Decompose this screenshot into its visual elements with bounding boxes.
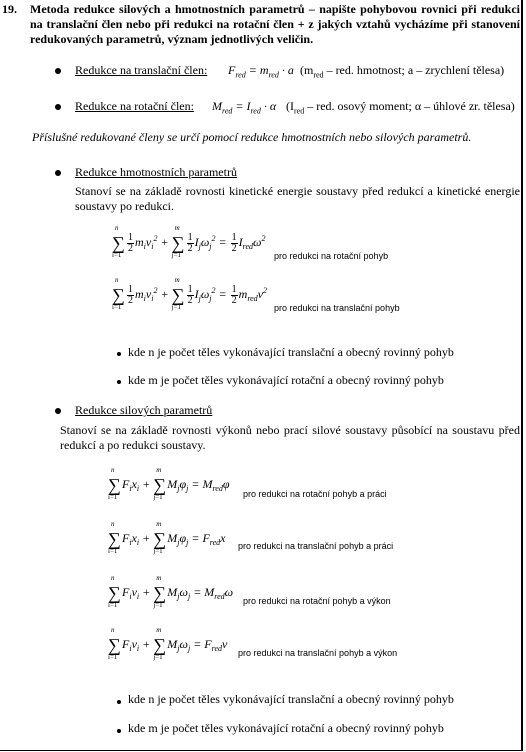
bullet-icon bbox=[55, 408, 61, 414]
bullet-icon bbox=[55, 68, 61, 74]
force-eq2-note: pro redukci na translační pohyb a práci bbox=[238, 541, 394, 551]
translation-formula: $F_{red} = m_{red} \cdot a$ bbox=[228, 63, 294, 80]
bullet-icon bbox=[117, 352, 121, 356]
force-eq1-note: pro redukci na rotační pohyb a práci bbox=[243, 489, 387, 499]
rotation-label: Redukce na rotační člen: bbox=[75, 99, 194, 113]
mass-text: Stanoví se na základě rovnosti kinetické energie soustavy před redukcí a kinetické energie soustavy po redukci. bbox=[75, 184, 520, 213]
rotation-desc: ($I_{red}$ – red. osový moment; α – úhlové zr. tělesa) bbox=[286, 99, 515, 116]
force-eq4-note: pro redukci na translační pohyb a výkon bbox=[238, 648, 398, 658]
bullet-icon bbox=[55, 104, 61, 110]
bullet-icon bbox=[55, 170, 61, 176]
question-number: 19. bbox=[2, 2, 17, 16]
force-equation-3: n ∑ i=1 $F_iv_i$ + m ∑ j=1 $M_j\omega_j = M_{red}\omega$ bbox=[108, 574, 234, 609]
force-equation-1: n ∑ i=1 $F_ix_i$ + m ∑ j=1 $M_j\varphi_j = M_{red}\varphi$ bbox=[108, 466, 230, 501]
mass-title: Redukce hmotnostních parametrů bbox=[75, 165, 237, 179]
mass-eq2-note: pro redukci na translační pohyb bbox=[274, 303, 400, 313]
force-text: Stanoví se na základě rovnosti výkonů nebo prací silové soustavy působící na soustavu před redukcí a po redukci soustavy. bbox=[60, 423, 520, 452]
intro-note: Příslušné redukované členy se určí pomocí redukce hmotnostních nebo silových parametrů. bbox=[32, 130, 472, 144]
rotation-formula: $M_{red} = I_{red} \cdot \alpha$ bbox=[212, 99, 277, 116]
translation-label: Redukce na translační člen: bbox=[75, 63, 208, 77]
bullet-icon bbox=[117, 700, 121, 704]
force-m-note: kde m je počet těles vykonávající rotační a obecný rovinný pohyb bbox=[128, 721, 444, 735]
question-text: Metoda redukce silových a hmotnostních parametrů – napište pohybovou rovnici při redukci na translační člen nebo při redukci na rotační člen + z jakých vztahů vycházíme při stanovení redukovaných parametrů, význam jednotlivých veličin. bbox=[30, 2, 520, 46]
mass-equation-rotation: n ∑ i=1 $\frac{1}{2}$ $m_iv_i^2$ + m ∑ j=1 $\frac{1}{2}$ $I_j\omega_j^2$ = $\frac{1}{2}$ $I_{red}\omega^2$ bbox=[112, 224, 266, 259]
mass-m-note: kde m je počet těles vykonávající rotační a obecný rovinný pohyb bbox=[128, 373, 444, 387]
force-eq3-note: pro redukci na rotační pohyb a výkon bbox=[243, 596, 391, 606]
bullet-icon bbox=[117, 380, 121, 384]
mass-eq1-note: pro redukci na rotační pohyb bbox=[274, 251, 389, 261]
mass-equation-translation: n ∑ i=1 $\frac{1}{2}$ $m_iv_i^2$ + m ∑ j=1 $\frac{1}{2}$ $I_j\omega_j^2$ = $\frac{1}{2}$ $m_{red}v^2$ bbox=[112, 276, 268, 311]
force-equation-4: n ∑ i=1 $F_iv_i$ + m ∑ j=1 $M_j\omega_j = F_{red}v$ bbox=[108, 626, 228, 661]
force-title: Redukce silových parametrů bbox=[75, 403, 213, 417]
force-n-note: kde n je počet těles vykonávající translační a obecný rovinný pohyb bbox=[128, 692, 454, 706]
mass-n-note: kde n je počet těles vykonávající translační a obecný rovinný pohyb bbox=[128, 345, 454, 359]
force-equation-2: n ∑ i=1 $F_ix_i$ + m ∑ j=1 $M_j\varphi_j = F_{red}x$ bbox=[108, 520, 226, 555]
translation-desc: ($m_{red}$ – red. hmotnost; a – zrychlení tělesa) bbox=[300, 63, 505, 80]
bullet-icon bbox=[117, 729, 121, 733]
